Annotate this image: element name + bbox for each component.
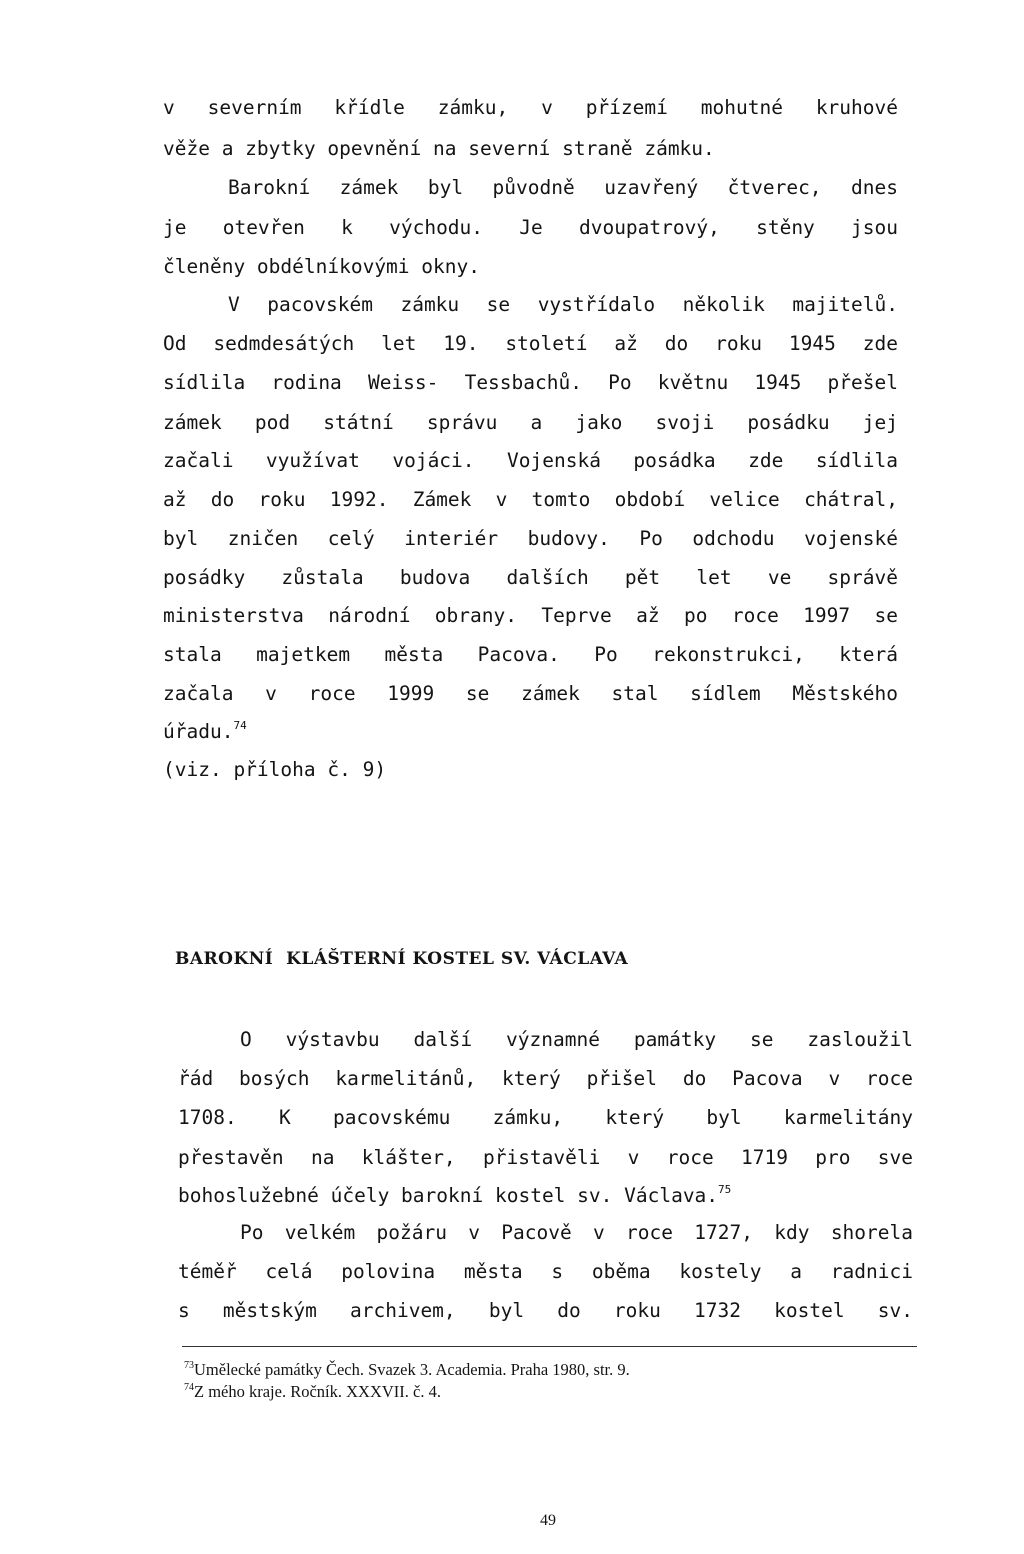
footnote-ref-74: 74 bbox=[233, 719, 247, 732]
footnote-73 bbox=[184, 1360, 744, 1380]
footnote-mark: 73 bbox=[184, 1360, 194, 1371]
footnote-ref-75: 75 bbox=[718, 1183, 732, 1196]
page-number: 49 bbox=[540, 1512, 556, 1529]
text-line bbox=[178, 1183, 913, 1209]
footnote-mark: 74 bbox=[184, 1382, 194, 1393]
text-line: 1708. K pacovskému zámku, který byl karmelitány bbox=[178, 1106, 913, 1129]
text-line: posádky zůstala budova dalších pět let ve správě bbox=[163, 566, 898, 589]
text-line: téměř celá polovina města s oběma kostely a radnici bbox=[178, 1260, 913, 1283]
text-line: řád bosých karmelitánů, který přišel do Pacova v roce bbox=[178, 1067, 913, 1090]
text-line: začala v roce 1999 se zámek stal sídlem Městského bbox=[163, 682, 898, 705]
text-line: Barokní zámek byl původně uzavřený čtverec, dnes bbox=[228, 176, 898, 199]
text-line bbox=[163, 719, 898, 745]
text-fragment: úřadu. bbox=[163, 720, 234, 743]
footnote-text: Z mého kraje. Ročník. XXXVII. č. 4. bbox=[194, 1382, 441, 1401]
text-line: členěny obdélníkovými okny. bbox=[163, 255, 480, 278]
text-line: stala majetkem města Pacova. Po rekonstrukci, která bbox=[163, 643, 898, 666]
footnote-text: Umělecké památky Čech. Svazek 3. Academia. Praha 1980, str. 9. bbox=[194, 1360, 630, 1379]
text-line: zámek pod státní správu a jako svoji posádku jej bbox=[163, 411, 898, 434]
text-line: přestavěn na klášter, přistavěli v roce 1719 pro sve bbox=[178, 1146, 913, 1169]
text-line: až do roku 1992. Zámek v tomto období velice chátral, bbox=[163, 488, 898, 511]
text-line: v severním křídle zámku, v přízemí mohutné kruhové bbox=[163, 96, 898, 119]
text-line: ministerstva národní obrany. Teprve až po roce 1997 se bbox=[163, 604, 898, 627]
text-line: je otevřen k východu. Je dvoupatrový, stěny jsou bbox=[163, 216, 898, 239]
text-line: věže a zbytky opevnění na severní straně zámku. bbox=[163, 137, 715, 160]
footnote-divider bbox=[182, 1346, 917, 1347]
text-line: začali využívat vojáci. Vojenská posádka zde sídlila bbox=[163, 449, 898, 472]
text-line: byl zničen celý interiér budovy. Po odchodu vojenské bbox=[163, 527, 898, 550]
text-line: s městským archivem, byl do roku 1732 kostel sv. bbox=[178, 1299, 913, 1322]
text-line: O výstavbu další významné památky se zasloužil bbox=[240, 1028, 913, 1051]
section-heading: BAROKNÍ KLÁŠTERNÍ KOSTEL SV. VÁCLAVA bbox=[175, 949, 629, 969]
text-line: V pacovském zámku se vystřídalo několik majitelů. bbox=[228, 293, 898, 316]
text-line: sídlila rodina Weiss- Tessbachů. Po květnu 1945 přešel bbox=[163, 371, 898, 394]
text-line: Od sedmdesátých let 19. století až do roku 1945 zde bbox=[163, 332, 898, 355]
text-line: Po velkém požáru v Pacově v roce 1727, kdy shorela bbox=[240, 1221, 913, 1244]
footnote-74 bbox=[184, 1382, 744, 1402]
text-fragment: bohoslužebné účely barokní kostel sv. Václava. bbox=[178, 1184, 719, 1207]
appendix-reference: (viz. příloha č. 9) bbox=[163, 758, 387, 781]
